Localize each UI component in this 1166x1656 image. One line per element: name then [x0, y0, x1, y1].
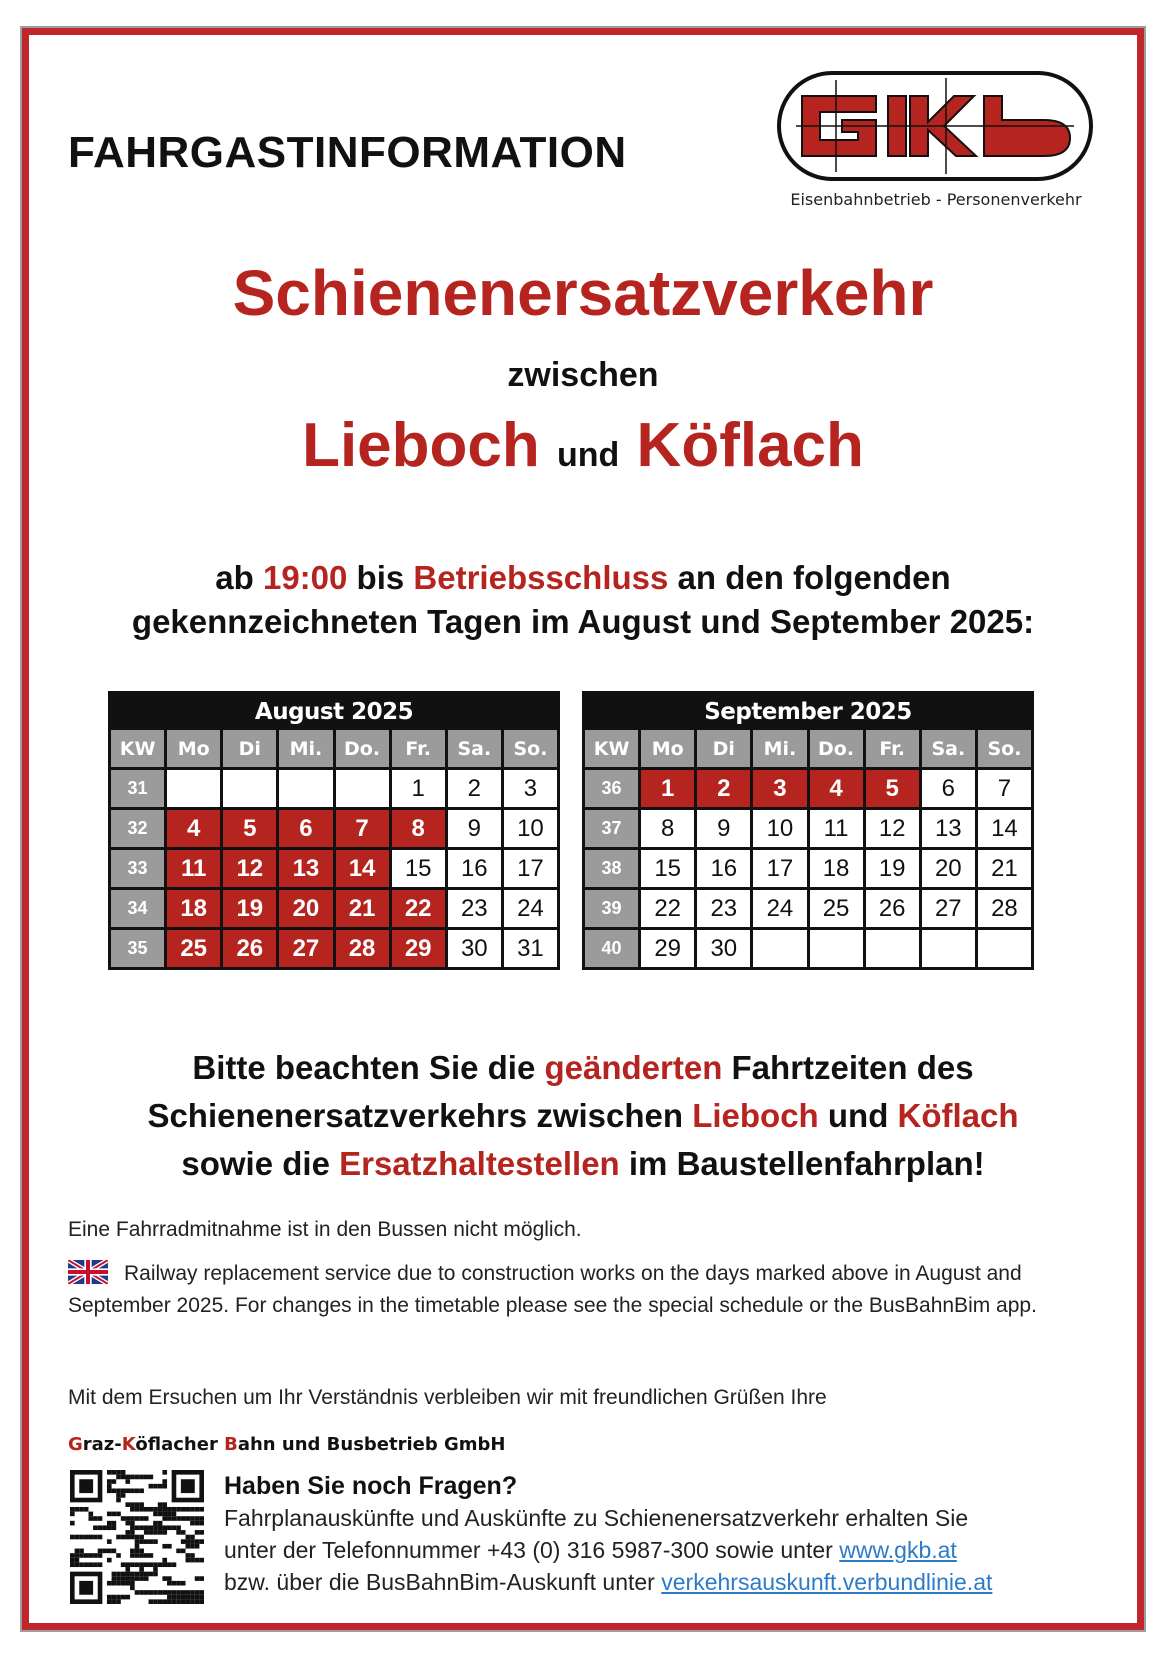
week-number: 35 [111, 930, 164, 967]
notice-3b: im Baustellenfahrplan! [619, 1145, 985, 1182]
calendar-week-row [585, 890, 1031, 927]
contact-question: Haben Sie noch Fragen? [224, 1472, 518, 1500]
schedule-mid: bis [347, 559, 414, 596]
day-cell: 17 [753, 850, 806, 887]
day-cell-marked: 20 [279, 890, 332, 927]
day-cell: 22 [641, 890, 694, 927]
contact-line-2 [224, 1534, 1104, 1566]
weekday-header: Do. [810, 730, 863, 767]
company-name [68, 1434, 506, 1455]
day-cell: 3 [504, 770, 557, 807]
schedule-line-2: gekennzeichneten Tagen im August und September 2025: [131, 603, 1035, 640]
day-cell: 16 [448, 850, 501, 887]
notice-line-2 [0, 1092, 1166, 1140]
notice-1-red: geänderten [544, 1049, 723, 1086]
day-cell: 31 [504, 930, 557, 967]
day-cell: 2 [448, 770, 501, 807]
day-cell-marked: 25 [167, 930, 220, 967]
day-cell [866, 930, 919, 967]
calendar-week-row [111, 770, 557, 807]
route-and: und [557, 436, 620, 474]
day-cell: 9 [697, 810, 750, 847]
notice-1a: Bitte beachten Sie die [192, 1049, 545, 1086]
route-from: Lieboch [302, 411, 540, 480]
qr-code[interactable] [70, 1470, 204, 1604]
calendar-september [582, 691, 1034, 970]
day-cell-marked: 5 [223, 810, 276, 847]
calendar-week-row [585, 930, 1031, 967]
notice-line-1 [0, 1044, 1166, 1092]
week-number: 40 [585, 930, 638, 967]
headline-between: zwischen [507, 356, 659, 394]
day-cell-marked: 5 [866, 770, 919, 807]
weekday-header: Fr. [866, 730, 919, 767]
english-note [68, 1258, 1108, 1322]
week-number: 31 [111, 770, 164, 807]
gkb-logo [776, 70, 1094, 182]
notice-2-red2: Köflach [897, 1097, 1019, 1134]
day-cell [978, 930, 1031, 967]
day-cell: 29 [641, 930, 694, 967]
day-cell-marked: 4 [167, 810, 220, 847]
day-cell: 24 [504, 890, 557, 927]
calendar-week-row [111, 930, 557, 967]
day-cell-marked: 29 [392, 930, 445, 967]
company-raz: raz- [82, 1434, 122, 1455]
day-cell: 17 [504, 850, 557, 887]
day-cell-marked: 13 [279, 850, 332, 887]
schedule-line-1 [0, 556, 1166, 600]
calendar-title: August 2025 [254, 699, 414, 725]
calendar-title: September 2025 [704, 699, 912, 725]
day-cell-marked: 11 [167, 850, 220, 887]
weekday-header: Sa. [922, 730, 975, 767]
contact-phone-text: unter der Telefonnummer +43 (0) 316 5987-300 sowie unter [224, 1537, 840, 1563]
week-number: 32 [111, 810, 164, 847]
day-cell-marked: 2 [697, 770, 750, 807]
weekday-header: KW [111, 730, 164, 767]
day-cell: 27 [922, 890, 975, 927]
day-cell: 15 [641, 850, 694, 887]
day-cell: 10 [504, 810, 557, 847]
day-cell-marked: 26 [223, 930, 276, 967]
weekday-header: So. [978, 730, 1031, 767]
day-cell-marked: 14 [336, 850, 389, 887]
notice-2b: und [818, 1097, 898, 1134]
week-number: 33 [111, 850, 164, 887]
day-cell: 10 [753, 810, 806, 847]
calendar-week-row [585, 850, 1031, 887]
weekday-header: Di [697, 730, 750, 767]
week-number: 36 [585, 770, 638, 807]
notice-text [0, 1044, 1166, 1188]
day-cell-marked: 1 [641, 770, 694, 807]
day-cell-marked: 21 [336, 890, 389, 927]
notice-2-red1: Lieboch [692, 1097, 819, 1134]
notice-3a: sowie die [181, 1145, 340, 1182]
weekday-header: Mi. [753, 730, 806, 767]
calendar-august [108, 691, 560, 970]
week-number: 34 [111, 890, 164, 927]
day-cell [753, 930, 806, 967]
headline-main: Schienenersatzverkehr [232, 257, 934, 329]
week-number: 37 [585, 810, 638, 847]
company-oflacher: öflacher [135, 1434, 225, 1455]
company-k: K [121, 1434, 136, 1455]
logo-subtitle: Eisenbahnbetrieb - Personenverkehr [790, 190, 1082, 209]
day-cell: 6 [922, 770, 975, 807]
schedule-end: Betriebsschluss [413, 559, 669, 596]
day-cell: 16 [697, 850, 750, 887]
closing-text: Mit dem Ersuchen um Ihr Verständnis verbleiben wir mit freundlichen Grüßen Ihre [68, 1386, 827, 1409]
weekday-header: Sa. [448, 730, 501, 767]
schedule-time: 19:00 [262, 559, 348, 596]
day-cell [167, 770, 220, 807]
english-text: Railway replacement service due to construction works on the days marked above in August and September 2025. For changes in the timetable please see the special schedule or the BusBahnBim app. [68, 1262, 1037, 1317]
calendar-week-row [585, 770, 1031, 807]
day-cell: 30 [697, 930, 750, 967]
company-b: B [224, 1434, 238, 1455]
bike-note: Eine Fahrradmitnahme ist in den Bussen nicht möglich. [68, 1218, 582, 1241]
company-rest: ahn und Busbetrieb GmbH [237, 1434, 506, 1455]
day-cell [922, 930, 975, 967]
day-cell: 8 [641, 810, 694, 847]
day-cell: 30 [448, 930, 501, 967]
day-cell [223, 770, 276, 807]
notice-3-red: Ersatzhaltestellen [339, 1145, 620, 1182]
contact-line-3 [224, 1566, 1104, 1598]
uk-flag-icon [68, 1260, 108, 1284]
day-cell-marked: 6 [279, 810, 332, 847]
day-cell [810, 930, 863, 967]
day-cell: 28 [978, 890, 1031, 927]
day-cell-marked: 3 [753, 770, 806, 807]
contact-busbahnbim-text: bzw. über die BusBahnBim-Auskunft unter [224, 1569, 662, 1595]
day-cell: 21 [978, 850, 1031, 887]
day-cell: 1 [392, 770, 445, 807]
notice-1b: Fahrtzeiten des [722, 1049, 974, 1086]
day-cell-marked: 7 [336, 810, 389, 847]
day-cell-marked: 12 [223, 850, 276, 887]
day-cell: 15 [392, 850, 445, 887]
day-cell: 14 [978, 810, 1031, 847]
day-cell: 25 [810, 890, 863, 927]
notice-2a: Schienenersatzverkehrs zwischen [147, 1097, 693, 1134]
week-number: 38 [585, 850, 638, 887]
day-cell: 19 [866, 850, 919, 887]
contact-line-1: Fahrplanauskünfte und Auskünfte zu Schienenersatzverkehr erhalten Sie [224, 1505, 969, 1531]
week-number: 39 [585, 890, 638, 927]
day-cell-marked: 27 [279, 930, 332, 967]
day-cell-marked: 22 [392, 890, 445, 927]
day-cell: 23 [448, 890, 501, 927]
day-cell [336, 770, 389, 807]
day-cell: 11 [810, 810, 863, 847]
schedule-text [0, 556, 1166, 644]
weekday-header: Di [223, 730, 276, 767]
day-cell: 9 [448, 810, 501, 847]
day-cell-marked: 8 [392, 810, 445, 847]
day-cell [279, 770, 332, 807]
day-cell: 26 [866, 890, 919, 927]
weekday-header: Do. [336, 730, 389, 767]
day-cell-marked: 28 [336, 930, 389, 967]
day-cell-marked: 4 [810, 770, 863, 807]
headline-route [0, 410, 1166, 481]
day-cell: 23 [697, 890, 750, 927]
calendar-week-row [111, 890, 557, 927]
gkb-link[interactable]: www.gkb.at [839, 1537, 957, 1563]
logo-lettering: GKB [776, 70, 779, 71]
weekday-header: KW [585, 730, 638, 767]
company-g: G [68, 1434, 83, 1455]
day-cell: 12 [866, 810, 919, 847]
day-cell-marked: 18 [167, 890, 220, 927]
weekday-header: Mi. [279, 730, 332, 767]
weekday-header: Mo [641, 730, 694, 767]
schedule-prefix: ab [215, 559, 263, 596]
schedule-suffix: an den folgenden [668, 559, 951, 596]
verbundlinie-link[interactable]: verkehrsauskunft.verbundlinie.at [661, 1569, 993, 1595]
weekday-header: Mo [167, 730, 220, 767]
day-cell: 18 [810, 850, 863, 887]
day-cell: 20 [922, 850, 975, 887]
page-header: FAHRGASTINFORMATION [68, 128, 627, 177]
calendar-week-row [585, 810, 1031, 847]
day-cell: 13 [922, 810, 975, 847]
notice-line-3 [0, 1140, 1166, 1188]
day-cell-marked: 19 [223, 890, 276, 927]
calendar-week-row [111, 810, 557, 847]
day-cell: 7 [978, 770, 1031, 807]
weekday-header: So. [504, 730, 557, 767]
route-to: Köflach [636, 411, 864, 480]
contact-block [224, 1470, 1104, 1598]
calendar-week-row [111, 850, 557, 887]
day-cell: 24 [753, 890, 806, 927]
weekday-header: Fr. [392, 730, 445, 767]
